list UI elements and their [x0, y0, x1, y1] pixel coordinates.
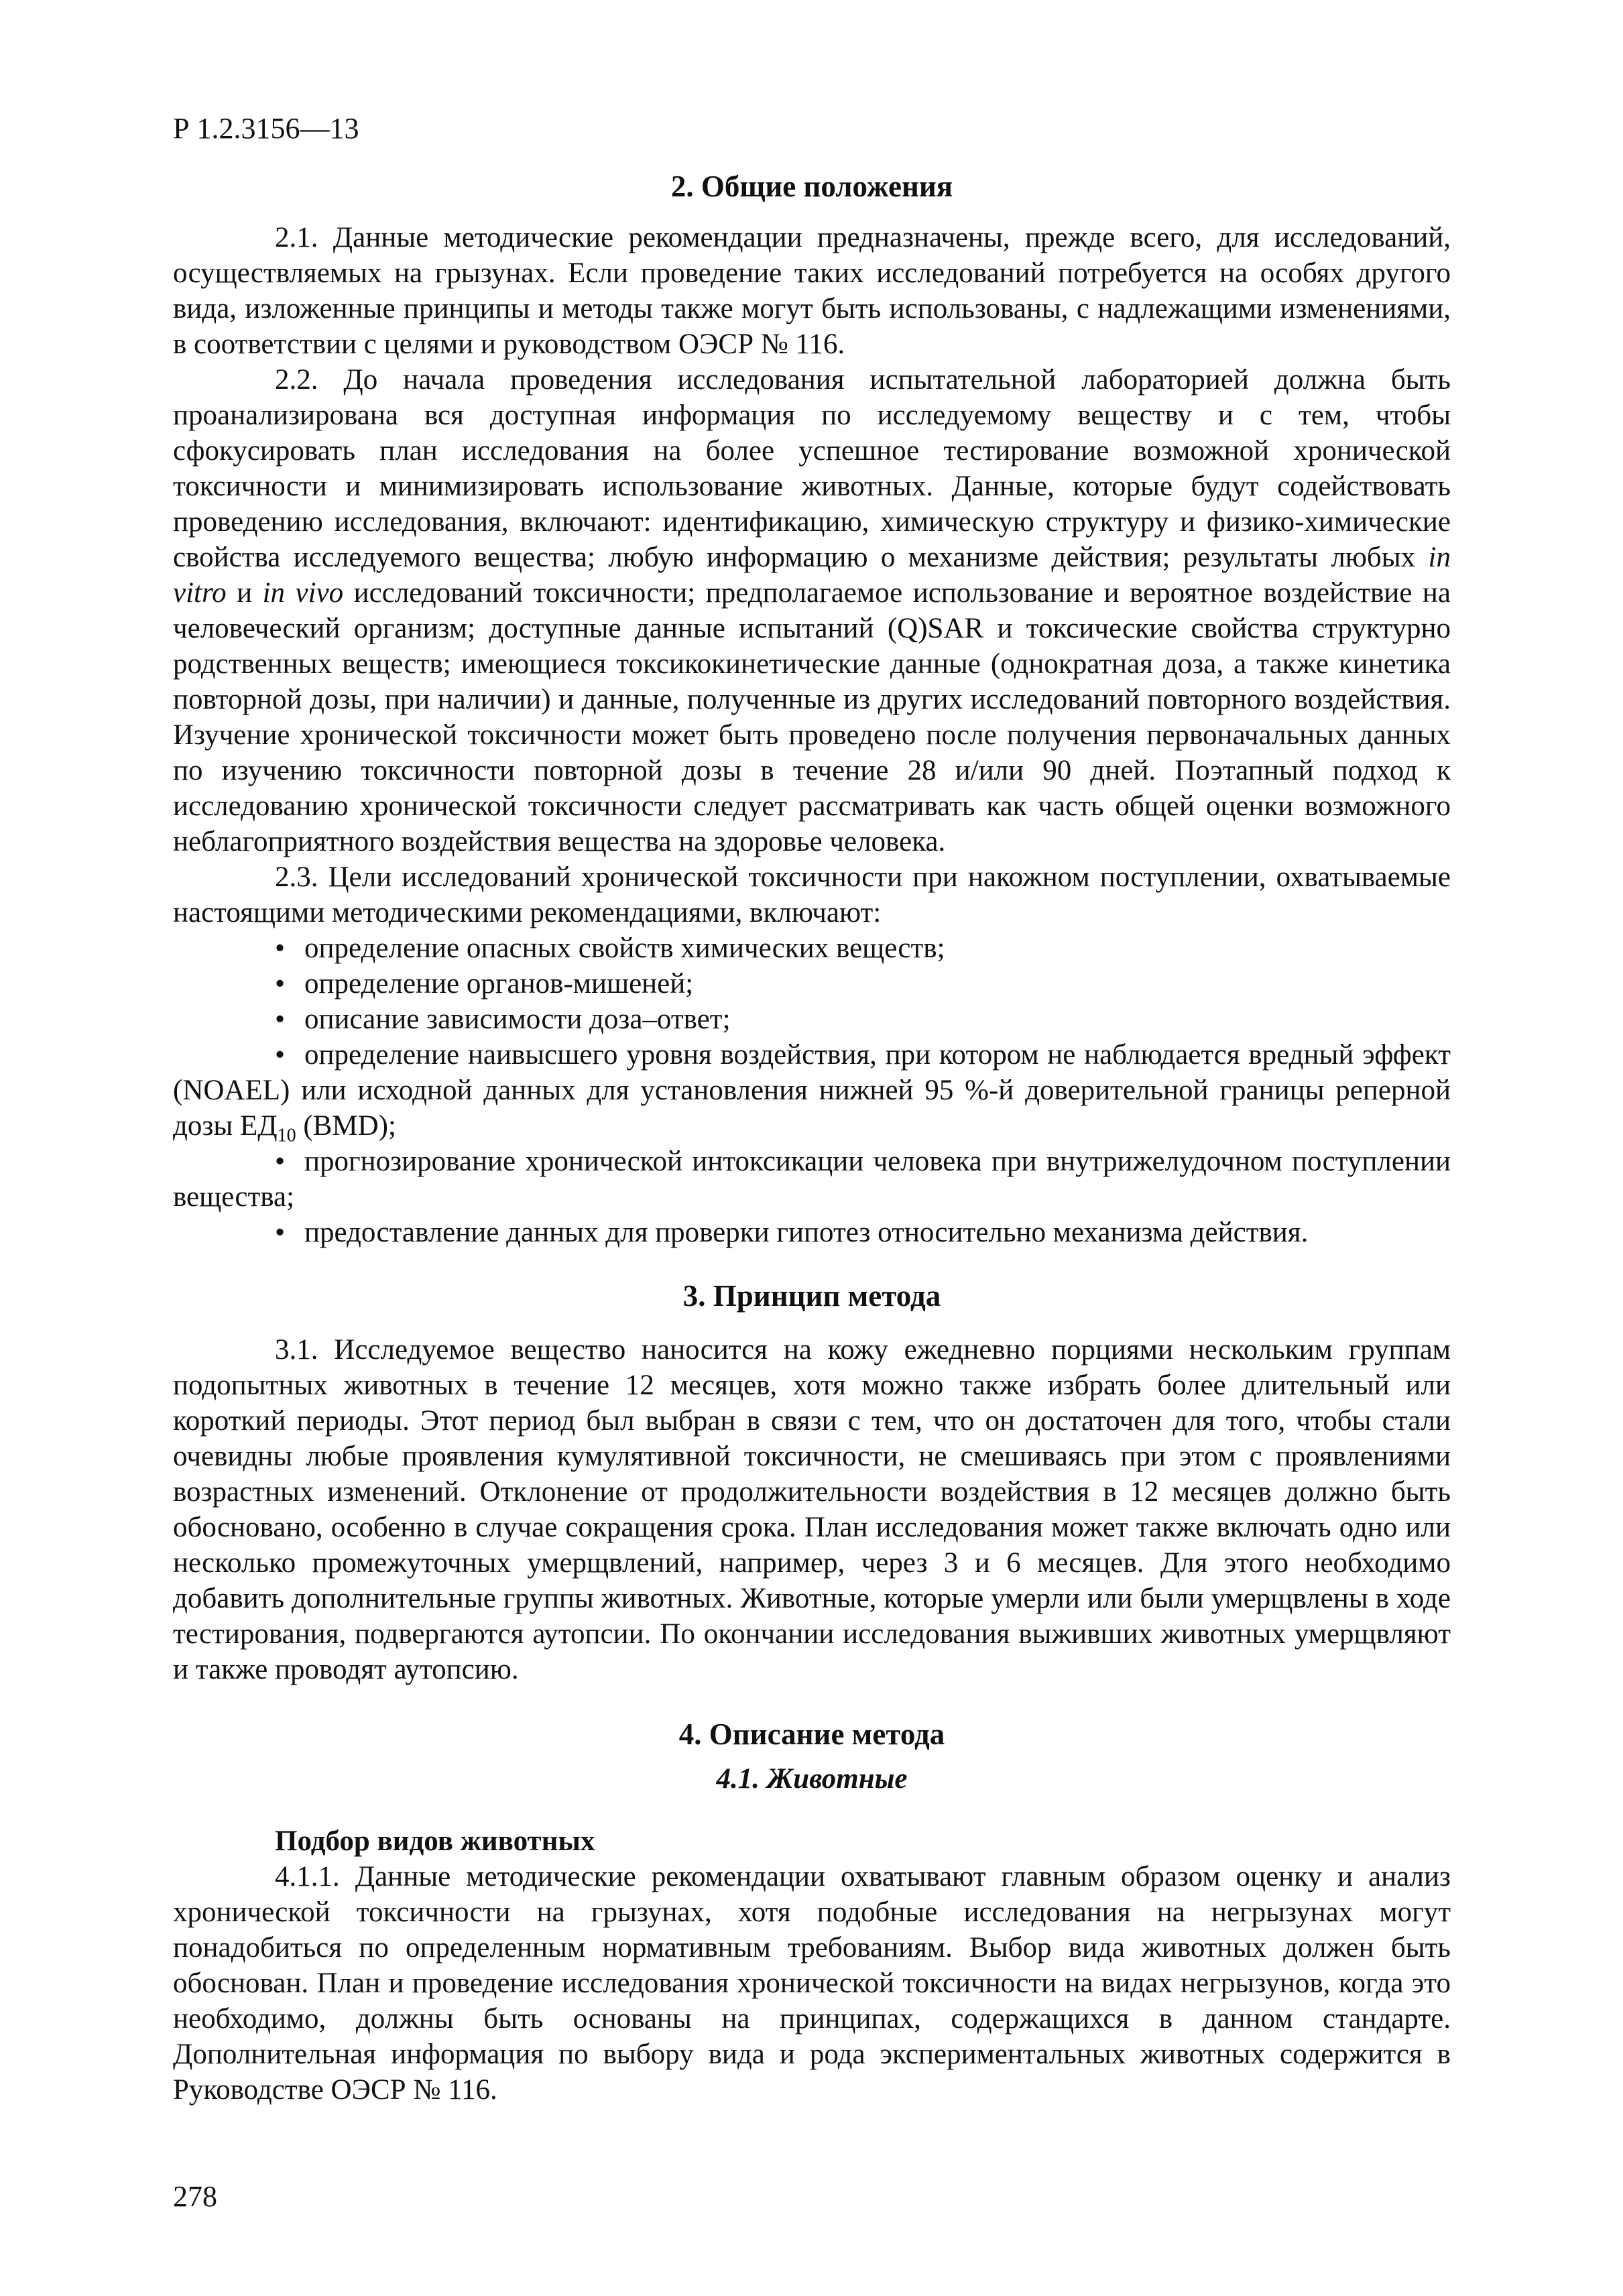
subscript-10: 10 [277, 1125, 296, 1146]
list-item-text: описание зависимости доза–ответ; [304, 1004, 731, 1035]
objectives-list [173, 930, 1451, 1250]
paragraph-2-2-part-a: 2.2. До начала проведения исследования испытательной лабораторией должна быть проанализирована вся доступная информация по исследуемому веществу и с тем, чтобы сфокусировать план исследования на более успешное тестирование возможной хронической токсичности и минимизировать использование животных. Данные, которые будут содействовать проведению исследования, включают: идентификацию, химическую структуру и физико-химические свойства исследуемого вещества; любую информацию о механизме действия; результаты любых [173, 364, 1451, 573]
document-code: Р 1.2.3156—13 [173, 112, 359, 145]
in-vitro-term: in vitro [173, 542, 1451, 609]
bullet-icon: • [275, 1004, 286, 1035]
list-item-text: определение опасных свойств химических веществ; [304, 932, 945, 964]
in-vivo-term: in vivo [262, 577, 344, 609]
paragraph-4-1-1: 4.1.1. Данные методические рекомендации охватывают главным образом оценку и анализ хронической токсичности на грызунах, хотя подобные исследования на негрызунах могут понадобиться по определенным нормативным требованиям. Выбор вида животных должен быть обоснован. План и проведение исследования хронической токсичности на видах негрызунов, когда это необходимо, должны быть основаны на принципах, содержащихся в данном стандарте. Дополнительная информация по выбору вида и рода экспериментальных животных содержится в Руководстве ОЭСР № 116. [173, 1861, 1451, 2106]
species-selection-heading: Подбор видов животных [275, 1825, 595, 1857]
list-item-text: предоставление данных для проверки гипотез относительно механизма действия. [304, 1217, 1309, 1248]
bullet-icon: • [275, 1039, 286, 1071]
list-item [173, 966, 1451, 1002]
list-item [173, 930, 1451, 966]
section-2-heading: 2. Общие положения [670, 170, 953, 203]
page-content [173, 168, 1451, 2108]
section-3-heading: 3. Принцип метода [682, 1279, 941, 1313]
subsection-4-1-heading: 4.1. Животные [716, 1763, 908, 1795]
list-item [173, 1144, 1451, 1215]
list-item-text: определение органов-мишеней; [304, 968, 694, 1000]
page-number: 278 [173, 2180, 217, 2213]
list-item [173, 1002, 1451, 1037]
list-item [173, 1215, 1451, 1250]
paragraph-2-3: 2.3. Цели исследований хронической токсичности при накожном поступлении, охватываемые настоящими методическими рекомендациями, включают: [173, 861, 1451, 928]
paragraph-2-2 [173, 362, 1451, 859]
paragraph-2-1: 2.1. Данные методические рекомендации предназначены, прежде всего, для исследований, осуществляемых на грызунах. Если проведение таких исследований потребуется на особях другого вида, изложенные принципы и методы также могут быть использованы, с надлежащими изменениями, в соответствии с целями и руководством ОЭСР № 116. [173, 222, 1451, 360]
section-4-heading: 4. Описание метода [678, 1717, 945, 1751]
paragraph-2-2-conj: и [226, 577, 263, 609]
paragraph-2-2-part-b: исследований токсичности; предполагаемое использование и вероятное воздействие на человеческий организм; доступные данные испытаний (Q)SAR и токсические свойства структурно родственных веществ; имеющиеся токсикокинетические данные (однократная доза, а также кинетика повторной дозы, при наличии) и данные, полученные из других исследований повторного воздействия. Изучение хронической токсичности может быть проведено после получения первоначальных данных по изучению токсичности повторной дозы в течение 28 и/или 90 дней. Поэтапный подход к исследованию хронической токсичности следует рассматривать как часть общей оценки возможного неблагоприятного воздействия вещества на здоровье человека. [173, 577, 1451, 857]
list-item-text: определение наивысшего уровня воздействия, при котором не наблюдается вредный эффект (NOAEL) или исходной данных для установления нижней 95 %-й доверительной границы реперной дозы ЕД [173, 1039, 1451, 1142]
list-item-text: прогнозирование хронической интоксикации человека при внутрижелудочном поступлении вещества; [173, 1146, 1451, 1213]
list-item-tail: (BMD); [296, 1110, 396, 1142]
bullet-icon: • [275, 968, 286, 1000]
bullet-icon: • [275, 1146, 286, 1177]
bullet-icon: • [275, 932, 286, 964]
paragraph-3-1: 3.1. Исследуемое вещество наносится на кожу ежедневно порциями нескольким группам подопытных животных в течение 12 месяцев, хотя можно также избрать более длительный или короткий периоды. Этот период был выбран в связи с тем, что он достаточен для того, чтобы стали очевидны любые проявления кумулятивной токсичности, не смешиваясь при этом с проявлениями возрастных изменений. Отклонение от продолжительности воздействия в 12 месяцев должно быть обосновано, особенно в случае сокращения срока. План исследования может также включать одно или несколько промежуточных умерщвлений, например, через 3 и 6 месяцев. Для этого необходимо добавить дополнительные группы животных. Животные, которые умерли или были умерщвлены в ходе тестирования, подвергаются аутопсии. По окончании исследования выживших животных умерщвляют и также проводят аутопсию. [173, 1334, 1451, 1685]
bullet-icon: • [275, 1217, 286, 1248]
list-item [173, 1037, 1451, 1144]
